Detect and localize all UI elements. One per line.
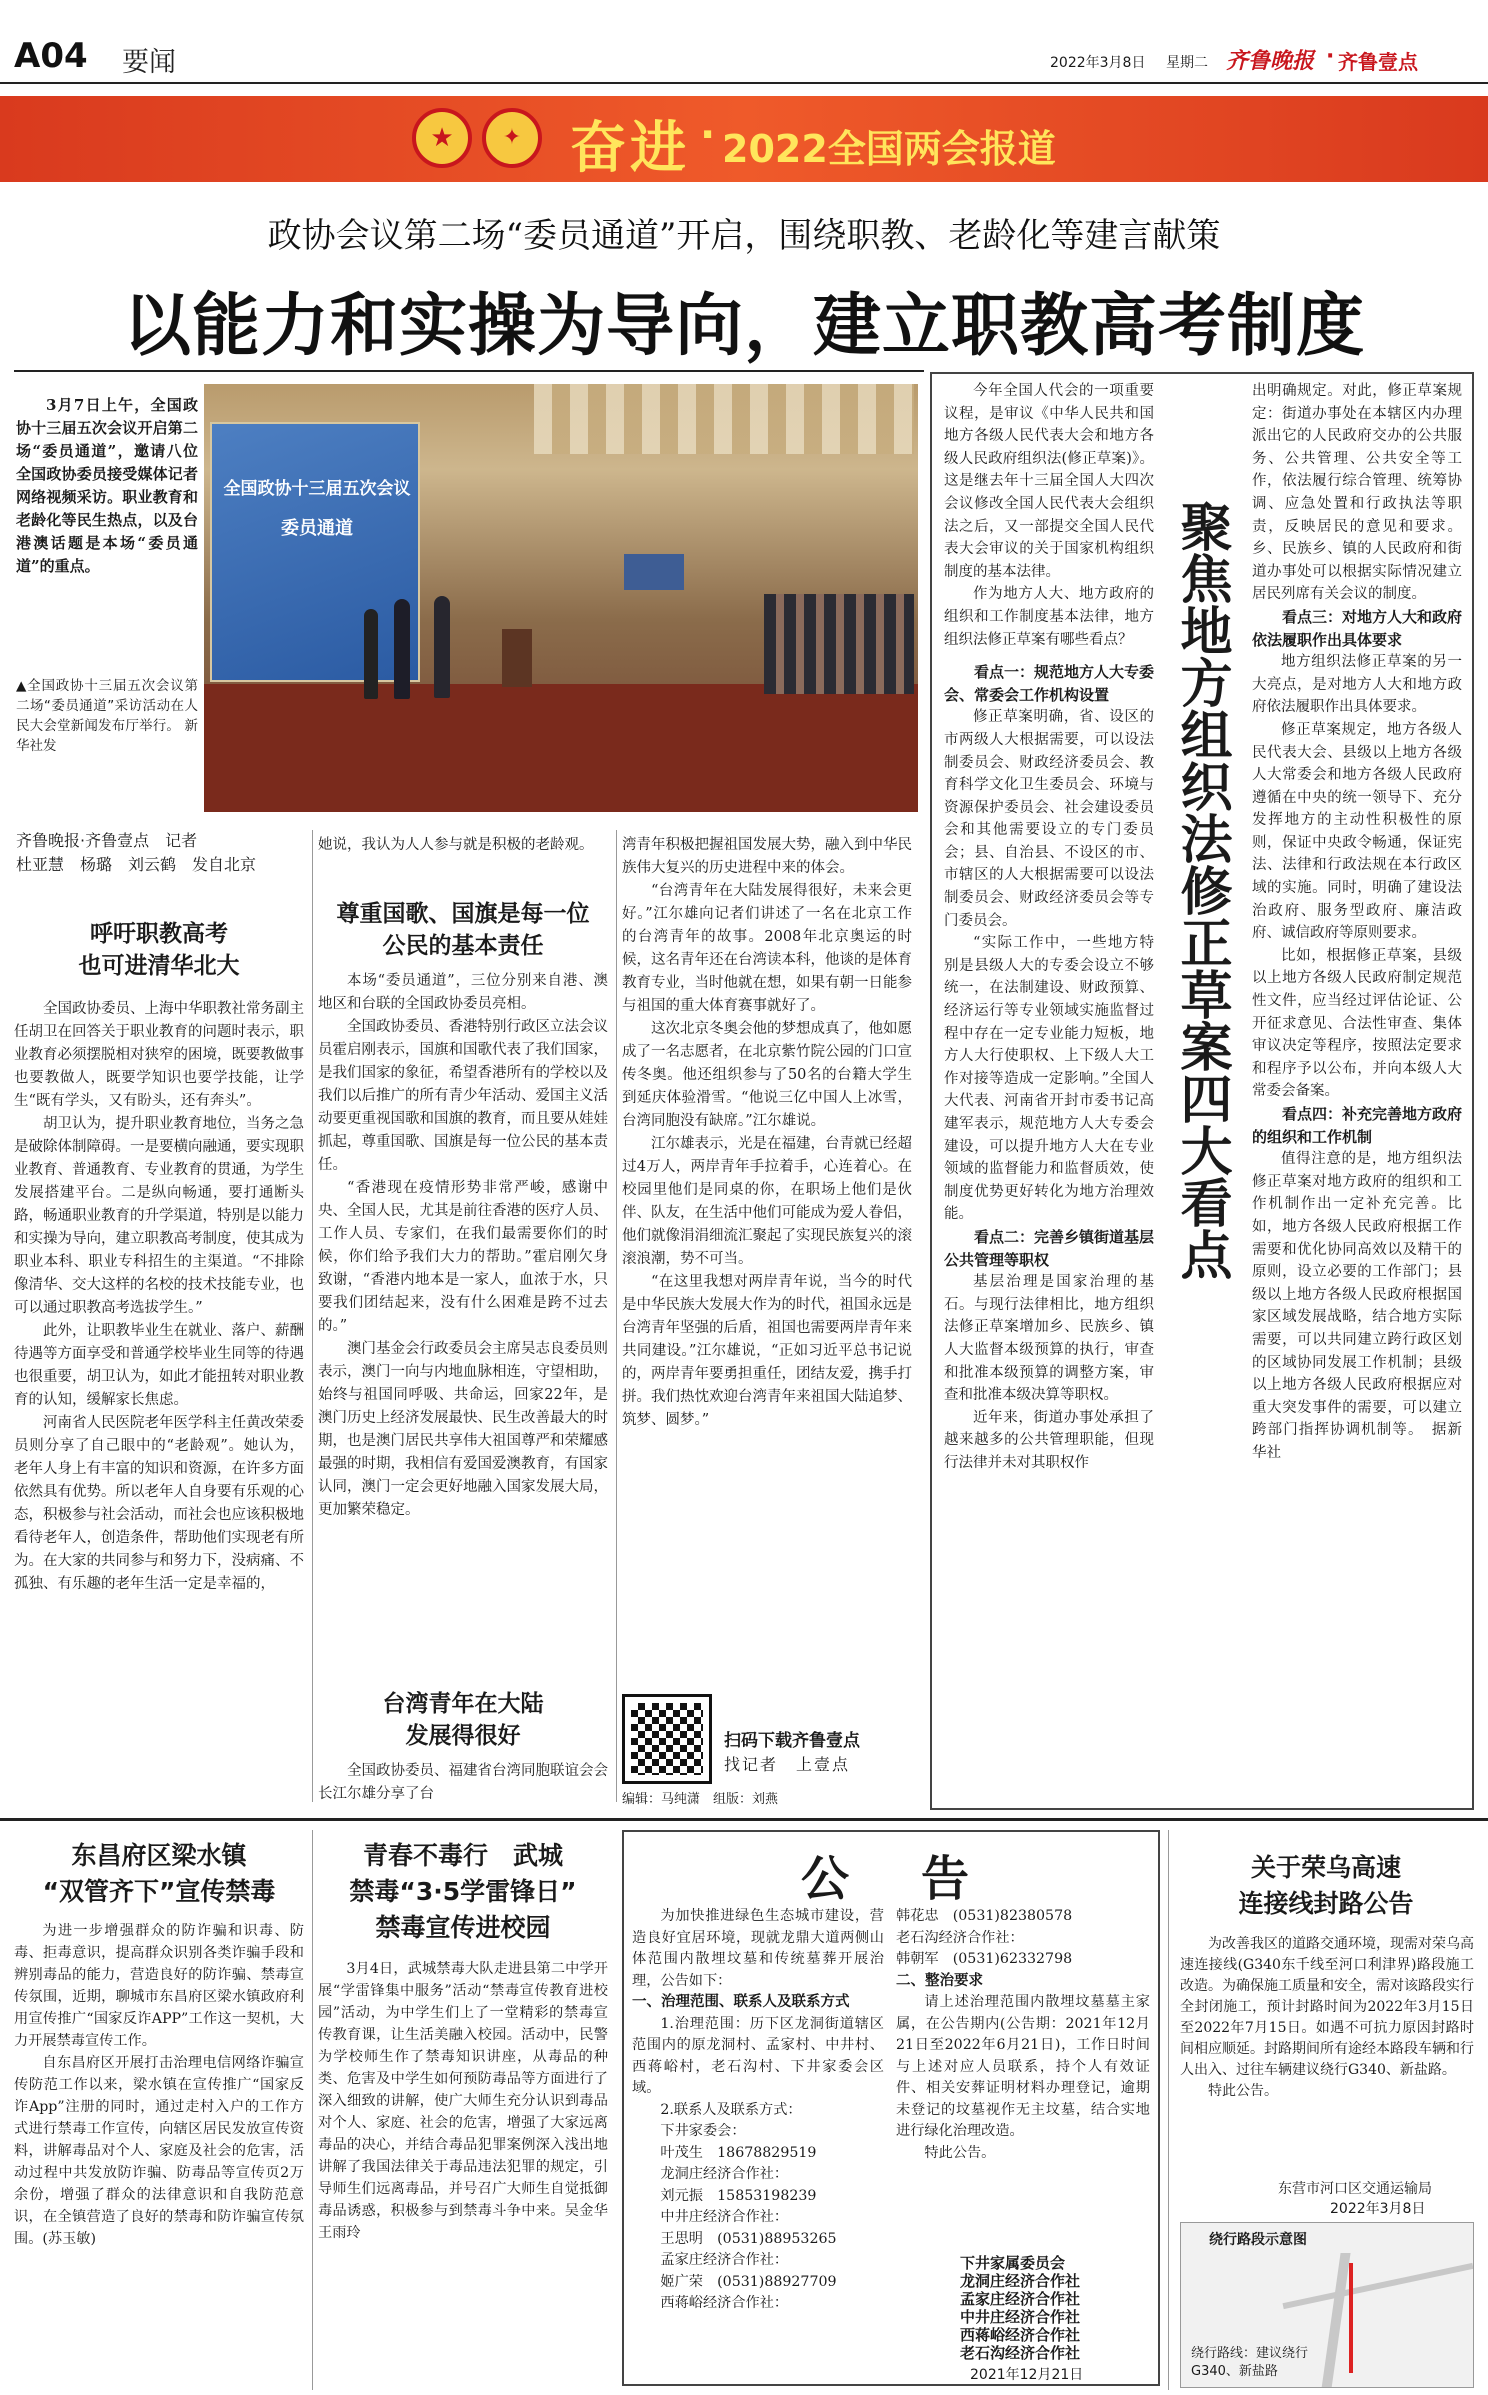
sidebar-subhead: 看点三：对地方人大和政府依法履职作出具体要求: [1252, 607, 1463, 649]
paragraph: 湾青年积极把握祖国发展大势，融入到中华民族伟大复兴的历史进程中来的体会。: [622, 837, 912, 876]
notice-title: 公 告: [800, 1851, 981, 1907]
headline-kicker: 政协会议第二场“委员通道”开启，围绕职教、老龄化等建言献策: [267, 216, 1221, 256]
cppcc-emblem-icon: ✦: [482, 108, 542, 168]
sidebar-subhead: 看点一：规范地方人大专委会、常委会工作机构设置: [944, 663, 1155, 704]
paragraph: 她说，我认为人人参与就是积极的老龄观。: [318, 837, 594, 853]
col2-heading-1: 尊重国歌、国旗是每一位 公民的基本责任: [336, 901, 590, 959]
paragraph: 特此公告。: [1208, 2083, 1278, 2099]
byline-authors: 杜亚慧 杨璐 刘云鹤 发自北京: [16, 855, 257, 874]
paragraph: 自东昌府区开展打击治理电信网络诈骗宣传防范工作以来，梁水镇在宣传推广“国家反诈App”注册的同时，通过走村入户的工作方式进行禁毒工作宣传，向辖区居民发放宣传资料，讲解毒品对个人、家庭及社会的危害，活动过程中共发放防诈骗、防毒品等宣传页2万余份，增强了群众的法律意识和自我防范意识，在全镇营造了良好的禁毒和防诈骗宣传氛围。(苏玉敏): [14, 2055, 304, 2247]
newspaper-logo: 齐鲁晚报: [1226, 48, 1315, 74]
lectern: [502, 629, 532, 687]
editor-credit: 编辑：马纯潇 组版：刘燕: [622, 1792, 779, 1807]
app-logo: 齐鲁壹点: [1338, 50, 1418, 74]
news-photo: [204, 384, 918, 812]
paragraph: 2.联系人及联系方式：: [660, 2101, 802, 2118]
paragraph: “台湾青年在大陆发展得很好，未来会更好。”江尔雄向记者们讲述了一名在北京工作的台湾青年的故事。2008年北京奥运的时候，这名青年还在台湾读本科，他谈的是体育教育专业，当时他就在想，如果有朝一日能参与祖国的重大体育赛事就好了。: [622, 883, 912, 1014]
ad2-title: 青春不毒行 武城 禁毒“3·5学雷锋日” 禁毒宣传进校园: [349, 1841, 577, 1942]
col2-body-top: [318, 834, 608, 857]
paragraph: 值得注意的是，地方组织法修正草案对地方政府的组织和工作机制作出一定补充完善。比如，地方各级人民政府根据工作需要和优化协同高效以及精干的原则，设立必要的工作部门；县级以上地方各级人民政府根据国家区域发展战略，结合地方实际需要，可以共同建立跨行政区划的区域协同发展工作机制；县级以上地方各级人民政府根据应对重大突发事件的需要，可以建立跨部门指挥协调机制等。 据新华社: [1252, 1151, 1462, 1461]
paragraph: 为进一步增强群众的防诈骗和识毒、防毒、拒毒意识，提高群众识别各类诈骗手段和辨别毒品的能力，营造良好的防诈骗、禁毒宣传氛围，近期，聊城市东昌府区梁水镇政府利用宣传推广“国家反诈APP”工作这一契机，大力开展禁毒宣传工作。: [14, 1923, 304, 2049]
paragraph: 今年全国人代会的一项重要议程，是审议《中华人民共和国地方各级人民代表大会和地方各级人民政府组织法(修正草案)》。这是继去年十三届全国人大四次会议修改全国人民代表大会组织法之后，又一部提交全国人民代表大会审议的关于国家机构组织制度的基本法律。: [944, 383, 1154, 580]
paragraph: 1.治理范围：历下区龙洞街道辖区范围内的原龙洞村、孟家村、中井村、西蒋峪村，老石沟村、下井家委会区域。: [632, 2015, 884, 2096]
notice-subhead: 一、治理范围、联系人及联系方式: [632, 1994, 850, 2010]
contacts-list: 下井家委会： 叶茂生 18678829519 龙洞庄经济合作社： 刘元振 15853198239 中井庄经济合作社： 王思明 (0531)88953265 孟家庄经济合作社： 姬广荣 (0531)88927709 西蒋峪经济合作社：: [660, 2123, 837, 2311]
qr-code[interactable]: [622, 1694, 712, 1784]
sidebar-subhead: 看点四：补充完善地方政府的组织和工作机制: [1252, 1105, 1463, 1146]
map-note: 绕行路线：建议绕行G340、新盐路: [1191, 2346, 1309, 2379]
screen-display: [624, 554, 684, 590]
notice-signers: 下井家属委员会 龙洞庄经济合作社 孟家庄经济合作社 中井庄经济合作社 西蒋峪经济合作社 老石沟经济合作社: [960, 2254, 1081, 2362]
person-figure: [434, 596, 450, 698]
ad4-org: 东营市河口区交通运输局: [1278, 2181, 1432, 2197]
photo-floor: [204, 684, 918, 812]
column-divider: [312, 1830, 313, 2390]
sidebar-title: 聚焦地方组织法修正草案四大看点: [1171, 500, 1232, 1280]
national-emblem-icon: ★: [412, 108, 472, 168]
ad4-title: 关于荣乌高速 连接线封路公告: [1238, 1853, 1414, 1918]
paragraph: 胡卫认为，提升职业教育地位，当务之急是破除体制障碍。一是要横向融通，要实现职业教育、普通教育、专业教育的贯通，为学生发展搭建平台。二是纵向畅通，要打通断头路，畅通职业教育的升学渠道，特别是以能力和实操为导向，建立职教高考制度，使其成为职业本科、职业专科招生的主渠道。“不排除像清华、交大这样的名校的技术技能专业，也可以通过职教高考选拔学生。”: [14, 1116, 304, 1316]
col2-body-end: [318, 1760, 608, 1806]
paragraph: 作为地方人大、地方政府的组织和工作制度基本法律，地方组织法修正草案有哪些看点？: [944, 586, 1154, 648]
notice-col-a: [632, 1906, 884, 2315]
paragraph: 江尔雄表示，光是在福建，台青就已经超过4万人，两岸青年手拉着手，心连着心。在校园里他们是同桌的你，在职场上他们是伙伴、队友，在生活中他们可能成为爱人眷侣，他们就像涓涓细流汇聚起了实现民族复兴的滚滚浪潮，势不可当。: [622, 1136, 912, 1267]
paragraph: 河南省人民医院老年医学科主任黄改荣委员则分享了自己眼中的“老龄观”。她认为，老年人身上有丰富的知识和资源，在许多方面依然具有优势。所以老年人自身要有乐观的心态，积极参与社会活动，而社会也应该积极地看待老年人，创造条件，帮助他们实现老有所为。在大家的共同参与和努力下，没病痛、不孤独、有乐趣的老年生活一定是幸福的，: [14, 1415, 304, 1592]
byline-label: 齐鲁晚报·齐鲁壹点 记者: [16, 831, 198, 850]
col3-body: [622, 834, 912, 1432]
paragraph: “实际工作中，一些地方特别是县级人大的专委会设立不够统一，在法制建设、财政预算、经济运行等专业领域实施监督过程中存在一定专业能力短板，地方人大行使职权、上下级人大工作对接等造成一定影响。”全国人大代表、河南省开封市委书记高建军表示，规范地方人大专委会建设，可以提升地方人大在专业领域的监督能力和监督质效，使制度优势更好转化为地方治理效能。: [944, 935, 1154, 1223]
col1-body: [14, 998, 304, 1596]
col2-heading-2: 台湾青年在大陆 发展得很好: [382, 1691, 544, 1749]
paragraph: 特此公告。: [924, 2144, 996, 2161]
paragraph: “香港现在疫情形势非常严峻，感谢中央、全国人民，尤其是前往香港的医疗人员、工作人员、专家们，在我们最需要你们的时候，你们给予我们大力的帮助。”霍启刚欠身致谢，“香港内地本是一家人，血浓于水，只要我们团结起来，没有什么困难是跨不过去的。”: [318, 1180, 608, 1334]
notice-date: 2021年12月21日: [970, 2367, 1084, 2383]
map-road: [1321, 2253, 1350, 2388]
paragraph: 为加快推进绿色生态城市建设，营造良好宜居环境，现就龙鼎大道两侧山体范围内散埋坟墓和传统墓葬开展治理，公告如下：: [632, 1908, 884, 1989]
paragraph: 地方组织法修正草案的另一大亮点，是对地方人大和地方政府依法履职作出具体要求。: [1252, 654, 1462, 716]
column-divider: [616, 830, 617, 1802]
photo-backdrop: [210, 422, 420, 682]
header-rule: [0, 82, 1488, 84]
paragraph: 全国政协委员、香港特别行政区立法会议员霍启刚表示，国旗和国歌代表了我们国家，是我们国家的象征，希望香港所有的学校以及我们以后推广的所有青少年活动、爱国主义活动要更重视国歌和国旗的教育，而且要从娃娃抓起，尊重国歌、国旗是每一位公民的基本责任。: [318, 1019, 608, 1173]
paragraph: 出明确规定。对此，修正草案规定：街道办事处在本辖区内办理派出它的人民政府交办的公共服务、公共管理、公共安全等工作，依法履行综合管理、统筹协调、应急处置和行政执法等职责，反映居民的意见和要求。乡、民族乡、镇的人民政府和街道办事处可以根据实际情况建立居民列席有关会议的制度。: [1252, 383, 1462, 603]
map-title: 绕行路段示意图: [1209, 2232, 1307, 2248]
column-divider: [1168, 1830, 1169, 2390]
paragraph: 比如，根据修正草案，县级以上地方各级人民政府制定规范性文件，应当经过评估论证、公开征求意见、合法性审查、集体审议决定等程序，按照法定要求和程序予以公布，并向本级人大常委会备案。: [1252, 947, 1462, 1100]
backdrop-text-line1: 全国政协十三届五次会议: [223, 479, 411, 499]
ads-top-rule: [0, 1818, 1488, 1821]
banner-dot: ·: [700, 112, 716, 158]
lead-paragraph: 3月7日上午，全国政协十三届五次会议开启第二场“委员通道”，邀请八位全国政协委员接受媒体记者网络视频采访。职业教育和老龄化等民生热点，以及台港澳话题是本场“委员通道”的重点。: [16, 396, 198, 575]
paragraph: 请上述治理范围内散埋坟墓墓主家属，在公告期内(公告期：2021年12月21日至2022年6月21日)，工作日时间与上述对应人员联系，持个人有效证件、相关安葬证明材料办理登记，逾期未登记的坟墓视作无主坟墓，结合实地进行绿化治理改造。: [896, 1994, 1150, 2139]
col2-body: [318, 970, 608, 1522]
notice-col-b: [896, 1906, 1150, 2164]
ad2-body: [318, 1958, 623, 2244]
section-name: 要闻: [122, 47, 176, 78]
page-number: A04: [14, 36, 88, 76]
paragraph: 全国政协委员、福建省台湾同胞联谊会会长江尔雄分享了台: [318, 1763, 608, 1802]
sidebar-col-b: [1252, 380, 1462, 1465]
sidebar-col-a: [944, 380, 1154, 1475]
sidebar-subhead: 看点二：完善乡镇街道基层公共管理等职权: [944, 1227, 1155, 1269]
map-closed-section: [1349, 2263, 1353, 2373]
col1-heading: 呼吁职教高考 也可进清华北大: [78, 921, 240, 979]
brand-separator: ·: [1326, 44, 1335, 69]
paragraph: 基层治理是国家治理的基石。与现行法律相比，地方组织法修正草案增加乡、民族乡、镇人大监督本级预算的执行，审查和批准本级预算的调整方案，审查和批准本级决算等职权。: [944, 1274, 1154, 1404]
paragraph: 修正草案明确，省、设区的市两级人大根据需要，可以设法制委员会、财政经济委员会、教育科学文化卫生委员会、环境与资源保护委员会、社会建设委员会和其他需要设立的专门委员会；县、自治县、不设区的市、市辖区的人大根据需要可以设法制委员会、财政经济委员会等专门委员会。: [944, 709, 1154, 929]
paragraph: 这次北京冬奥会他的梦想成真了，他如愿成了一名志愿者，在北京紫竹院公园的门口宣传冬奥。他还组织参与了50名的台籍大学生到延庆体验滑雪。“他说三亿中国人上冰雪，台湾同胞没有缺席。”江尔雄说。: [622, 1021, 912, 1129]
banner-word: 奋进: [570, 116, 690, 181]
backdrop-text-line2: 委员通道: [281, 518, 353, 539]
paragraph: “在这里我想对两岸青年说，当今的时代是中华民族大发展大作为的时代，祖国永远是台湾青年坚强的后盾，祖国也需要两岸青年来共同建设。”江尔雄说，“正如习近平总书记说的，两岸青年要勇担重任，团结友爱，携手打拼。我们热忱欢迎台湾青年来祖国大陆追梦、筑梦、圆梦。”: [622, 1274, 912, 1428]
paragraph: 全国政协委员、上海中华职教社常务副主任胡卫在回答关于职业教育的问题时表示，职业教育必须摆脱相对狭窄的困境，既要教做事也要教做人，既要学知识也要学技能，让学生“既有学头，又有盼头，还有奔头”。: [14, 1001, 304, 1109]
ad1-body: [14, 1920, 304, 2250]
qr-title: 扫码下载齐鲁壹点: [724, 1731, 860, 1751]
person-figure: [394, 599, 410, 699]
qr-subtitle: 找记者 上壹点: [724, 1755, 851, 1774]
notice-subhead: 二、整治要求: [896, 1972, 983, 1989]
map-road: [1282, 2263, 1473, 2309]
paragraph: 本场“委员通道”，三位分别来自港、澳地区和台联的全国政协委员亮相。: [318, 973, 608, 1012]
paragraph: 修正草案规定，地方各级人民代表大会、县级以上地方各级人大常委会和地方各级人民政府遵循在中央的统一领导下、充分发挥地方的主动性积极性的原则，保证中央政令畅通，保证宪法、法律和行政法规在本行政区域的实施。同时，明确了建设法治政府、服务型政府、廉洁政府、诚信政府等原则要求。: [1252, 721, 1462, 942]
issue-date: 2022年3月8日: [1050, 55, 1146, 71]
banner: [0, 96, 1488, 182]
main-headline: 以能力和实操为导向，建立职教高考制度: [122, 286, 1365, 366]
photo-caption: ▲全国政协十三届五次会议第二场“委员通道”采访活动在人民大会堂新闻发布厅举行。 新华社发: [16, 678, 198, 754]
issue-weekday: 星期二: [1166, 55, 1208, 71]
paragraph: 澳门基金会行政委员会主席吴志良委员则表示，澳门一向与内地血脉相连，守望相助，始终与祖国同呼吸、共命运，回家22年，是澳门历史上经济发展最快、民生改善最大的时期，也是澳门居民共享伟大祖国尊严和荣耀感最强的时期，我相信有爱国爱澳教育，有国家认同，澳门一定会更好地融入国家发展大局，更加繁荣稳定。: [318, 1341, 608, 1518]
paragraph: 为改善我区的道路交通环境，现需对荣乌高速连接线(G340东千线至河口利津界)路段施工改造。为确保施工质量和安全，需对该路段实行全封闭施工，预计封路时间为2022年3月15日至2022年7月15日。如遇不可抗力原因封路时间相应顺延。封路期间所有途经本路段车辆和行人出入、过往车辆建议绕行G340、新盐路。: [1180, 1936, 1474, 2078]
ad1-title: 东昌府区梁水镇 “双管齐下”宣传禁毒: [42, 1841, 276, 1906]
detour-map: [1180, 2222, 1474, 2388]
crowd-press: [764, 594, 914, 694]
banner-title: 2022全国两会报道: [722, 127, 1056, 171]
contacts-list: 韩花忠 (0531)82380578 老石沟经济合作社： 韩朝军 (0531)62332798: [896, 1908, 1073, 1967]
paragraph: 此外，让职教毕业生在就业、落户、薪酬待遇等方面享受和普通学校毕业生同等的待遇也很重要，胡卫认为，如此才能扭转对职业教育的认知，缓解家长焦虑。: [14, 1323, 304, 1408]
headline-rule: [14, 370, 924, 372]
ad4-date: 2022年3月8日: [1330, 2201, 1426, 2217]
column-divider: [312, 830, 313, 1802]
person-figure: [364, 609, 378, 699]
paragraph: 近年来，街道办事处承担了越来越多的公共管理职能，但现行法律并未对其职权作: [944, 1409, 1154, 1471]
ad4-body: [1180, 1934, 1474, 2102]
chandelier: [534, 384, 914, 454]
paragraph: 3月4日，武城禁毒大队走进县第二中学开展“学雷锋集中服务”活动“禁毒宣传教育进校园”活动，为中学生们上了一堂精彩的禁毒宣传教育课，让生活美融入校园。活动中，民警为学校师生作了禁毒知识讲座，从毒品的种类、危害及中学生如何预防毒品等方面进行了深入细致的讲解，使广大师生充分认识到毒品对个人、家庭、社会的危害，增强了大家远离毒品的决心，并结合毒品犯罪案例深入浅出地讲解了我国法律关于毒品违法犯罪的规定，引导师生们远离毒品，并号召广大师生自觉抵御毒品诱惑，积极参与到禁毒斗争中来。吴金华 王雨玲: [318, 1961, 623, 2241]
